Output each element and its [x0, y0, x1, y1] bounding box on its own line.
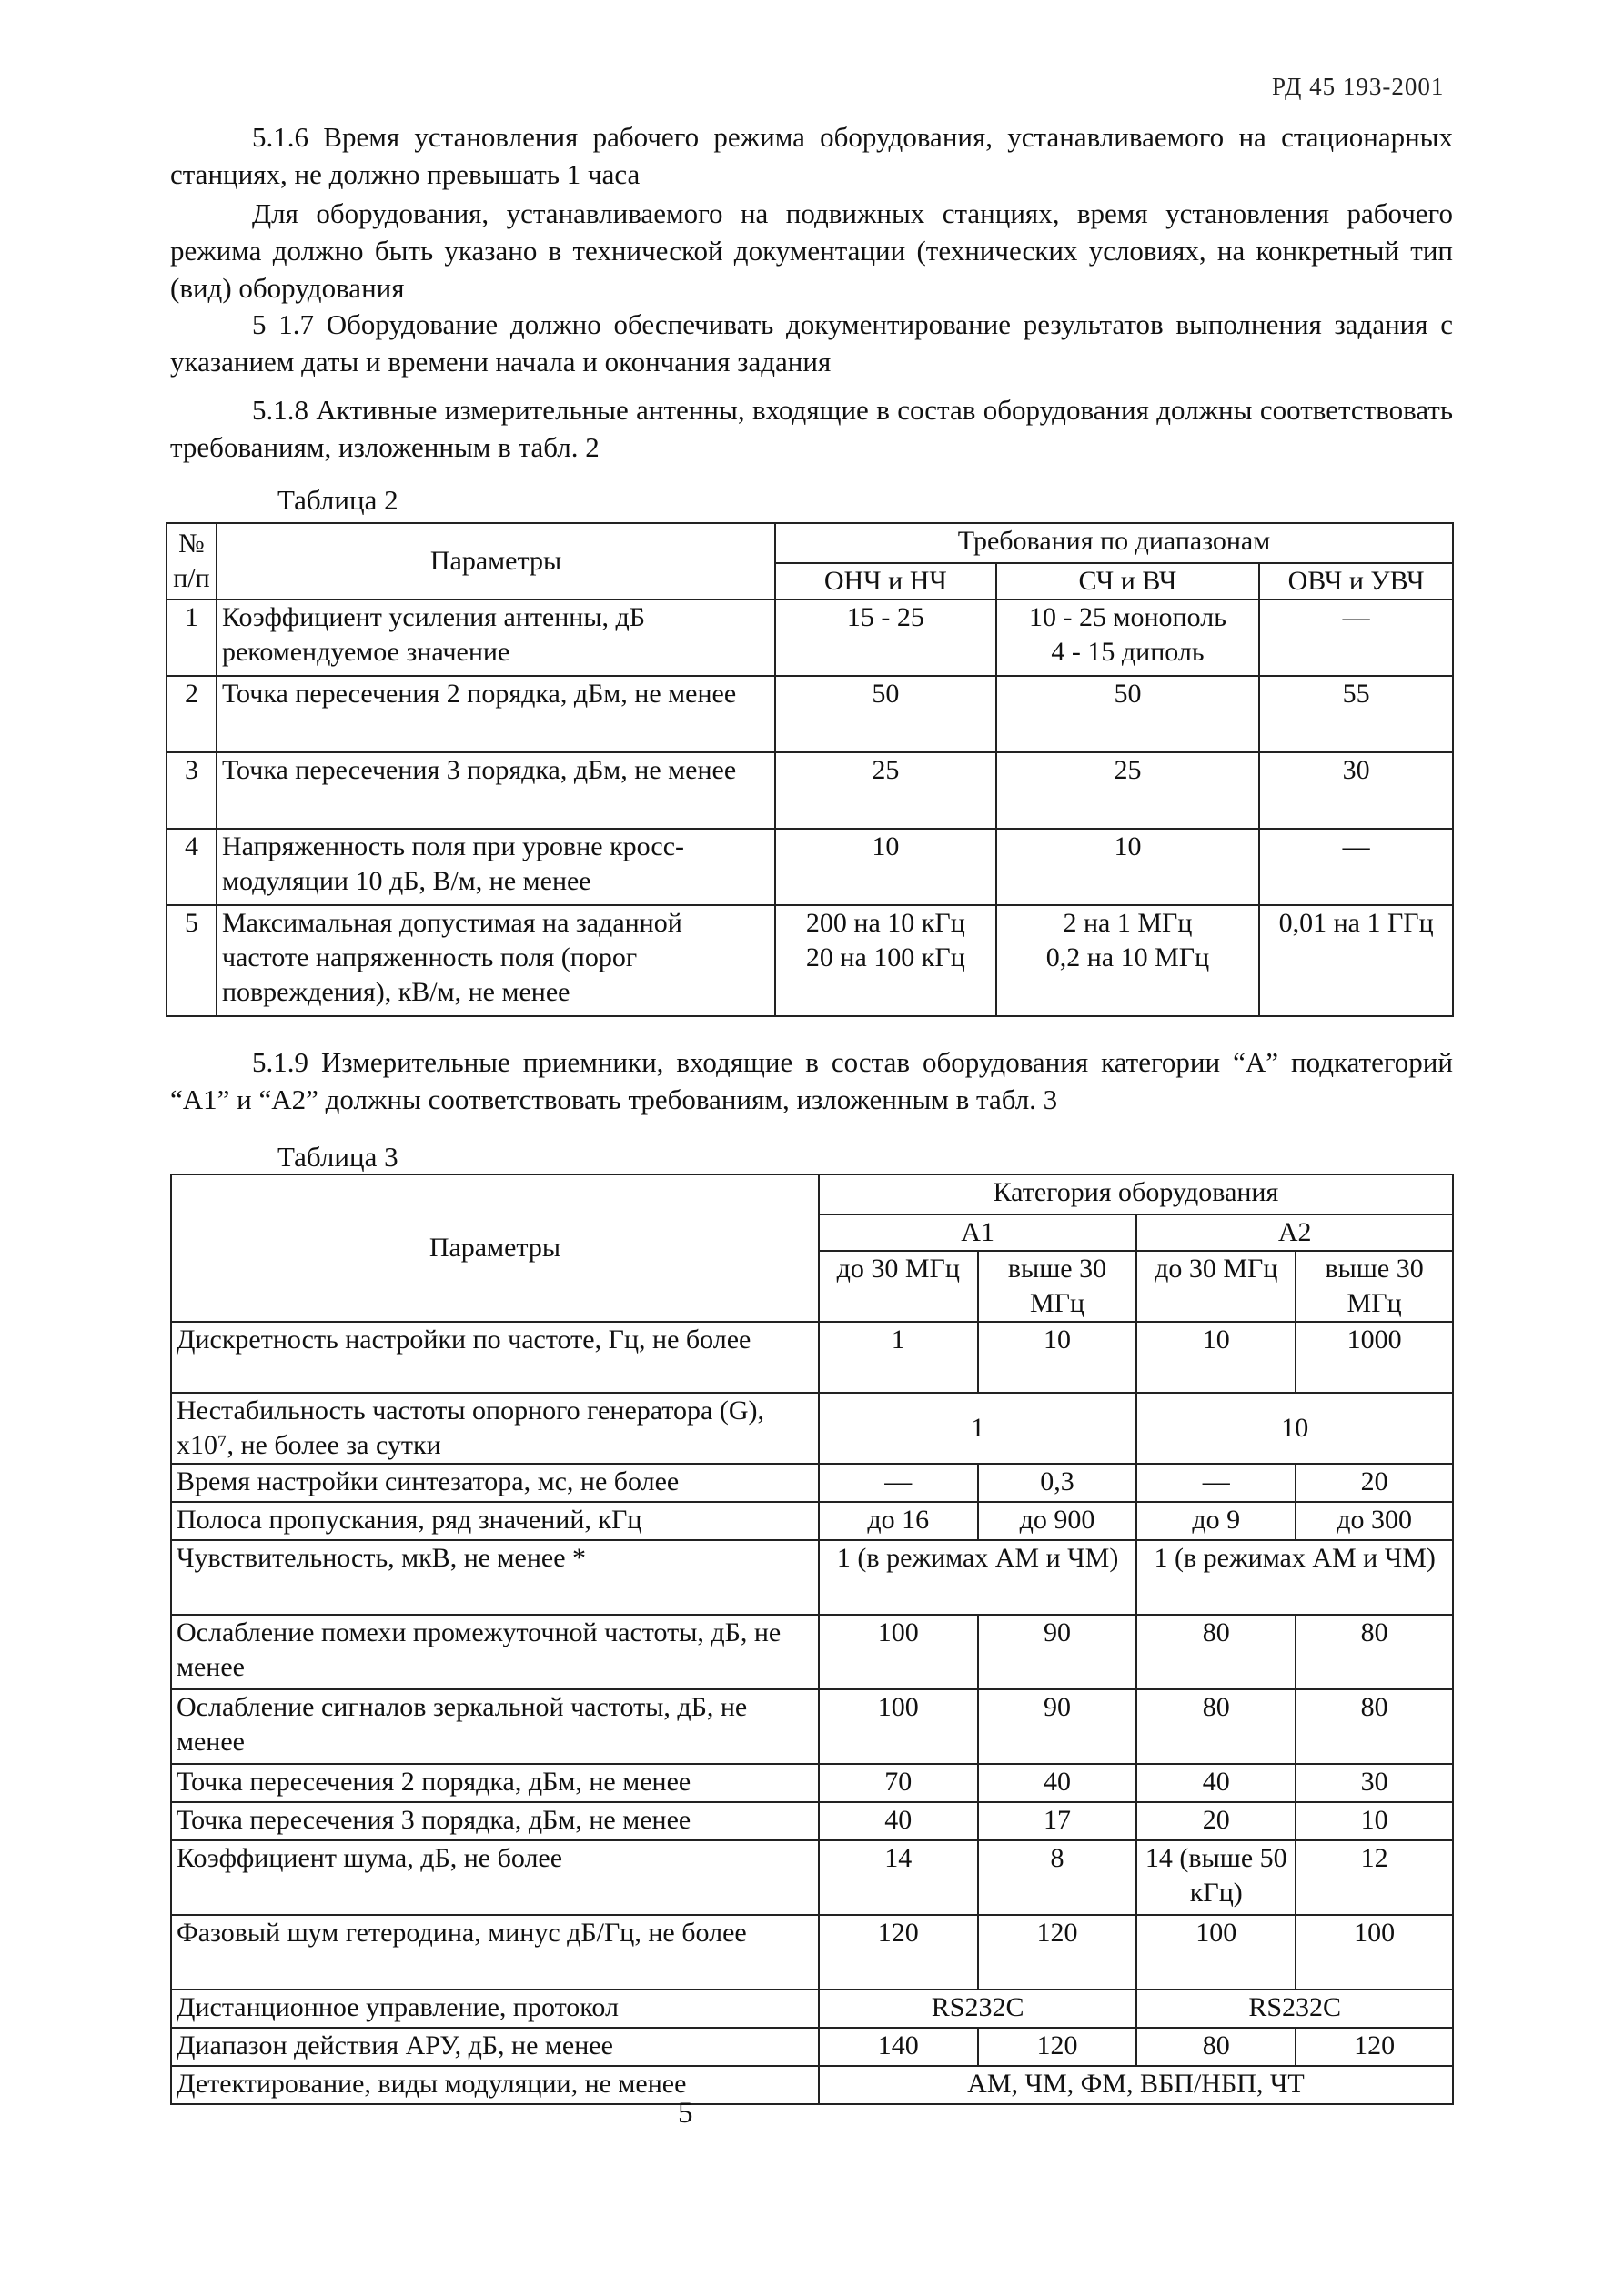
- document-id: РД 45 193-2001: [1272, 73, 1445, 100]
- t3-cell-value: 100: [1136, 1915, 1296, 1990]
- t3-cell-value: 12: [1296, 1840, 1453, 1915]
- t2-header-col2: СЧ и ВЧ: [996, 563, 1260, 599]
- t3-cell-value: 10: [1136, 1393, 1453, 1464]
- table-row: [171, 1689, 1453, 1764]
- t3-cell-value: RS232C: [819, 1990, 1137, 2028]
- t3-cell-value: 100: [819, 1689, 978, 1764]
- t3-cell-value: 10: [978, 1322, 1137, 1393]
- paragraph-5-1-6: 5.1.6 Время установления рабочего режима оборудования, устанавливаемого на стационарных станциях, не должно превышать 1 часа: [170, 121, 1453, 190]
- table-row: [166, 829, 1453, 905]
- t3-cell-value: до 16: [819, 1502, 978, 1540]
- table-row: [171, 1464, 1453, 1502]
- table-row: [166, 599, 1453, 676]
- t3-cell-param: Точка пересечения 3 порядка, дБм, не менее: [171, 1802, 819, 1840]
- table-row: [171, 1615, 1453, 1689]
- t2-header-col3: ОВЧ и УВЧ: [1259, 563, 1453, 599]
- t3-cell-value: 10: [1136, 1322, 1296, 1393]
- paragraph-5-1-6-mobile: Для оборудования, устанавливаемого на подвижных станциях, время установления рабочего режима должно быть указано в технической документации (технических условиях, на конкретный тип (вид) оборудования: [170, 197, 1453, 304]
- table-row: [171, 1802, 1453, 1840]
- table-row: [171, 2028, 1453, 2066]
- t3-cell-value: до 900: [978, 1502, 1137, 1540]
- t2-cell-value: 50: [775, 676, 996, 752]
- t3-cell-value: АМ, ЧМ, ФМ, ВБП/НБП, ЧТ: [819, 2066, 1453, 2104]
- t2-cell-value: [996, 905, 1260, 1016]
- t2-cell-line: 0,2 на 10 МГц: [1045, 942, 1210, 972]
- t3-cell-value: 120: [978, 2028, 1137, 2066]
- t2-cell-value: 30: [1259, 752, 1453, 829]
- t3-cell-value: 20: [1136, 1802, 1296, 1840]
- table-row: [171, 1990, 1453, 2028]
- t3-cell-value: 10: [1296, 1802, 1453, 1840]
- t3-cell-value: —: [1136, 1464, 1296, 1502]
- t3-header-param: Параметры: [171, 1174, 819, 1322]
- t3-header-a2-below30: до 30 МГц: [1136, 1251, 1296, 1322]
- t2-cell-value: 25: [775, 752, 996, 829]
- t3-cell-param: Дистанционное управление, протокол: [171, 1990, 819, 2028]
- t3-cell-value: 40: [819, 1802, 978, 1840]
- t2-cell-param: Напряженность поля при уровне кросс-модуляции 10 дБ, В/м, не менее: [217, 829, 775, 905]
- t3-cell-param: Фазовый шум гетеродина, минус дБ/Гц, не более: [171, 1915, 819, 1990]
- t2-cell-value: 10: [775, 829, 996, 905]
- t3-cell-param: Нестабильность частоты опорного генератора (G), х10⁷, не более за сутки: [171, 1393, 819, 1464]
- t3-cell-value: 8: [978, 1840, 1137, 1915]
- t2-cell-value: 15 - 25: [775, 599, 996, 676]
- t3-header-group: Категория оборудования: [819, 1174, 1453, 1214]
- t3-cell-value: 20: [1296, 1464, 1453, 1502]
- t3-cell-value: 1: [819, 1322, 978, 1393]
- t3-cell-value: 70: [819, 1764, 978, 1802]
- t2-cell-value: 55: [1259, 676, 1453, 752]
- t3-cell-value: 90: [978, 1615, 1137, 1689]
- t3-cell-value: 100: [819, 1615, 978, 1689]
- t3-cell-value: 0,3: [978, 1464, 1137, 1502]
- t3-cell-value: 120: [819, 1915, 978, 1990]
- t3-cell-value: 14: [819, 1840, 978, 1915]
- t2-header-col1: ОНЧ и НЧ: [775, 563, 996, 599]
- t3-header-a1-above30: выше 30 МГц: [978, 1251, 1137, 1322]
- t3-cell-value: 17: [978, 1802, 1137, 1840]
- t3-cell-param: Ослабление помехи промежуточной частоты, дБ, не менее: [171, 1615, 819, 1689]
- t3-cell-value: 1 (в режимах АМ и ЧМ): [1136, 1540, 1453, 1615]
- t3-cell-value: до 300: [1296, 1502, 1453, 1540]
- t2-cell-value: 25: [996, 752, 1260, 829]
- table-3: [170, 1174, 1454, 2105]
- t3-cell-param: Время настройки синтезатора, мс, не более: [171, 1464, 819, 1502]
- t2-cell-value: [996, 599, 1260, 676]
- t3-cell-value: RS232C: [1136, 1990, 1453, 2028]
- t3-header-a1: А1: [819, 1214, 1137, 1251]
- t2-cell-line: 4 - 15 диполь: [1051, 637, 1205, 667]
- t2-cell-num: 2: [166, 676, 217, 752]
- t2-header-num: № п/п: [166, 523, 217, 599]
- t2-cell-num: 5: [166, 905, 217, 1016]
- t3-header-a2: А2: [1136, 1214, 1453, 1251]
- table2-caption: Таблица 2: [277, 484, 398, 516]
- t3-cell-value: 140: [819, 2028, 978, 2066]
- t3-cell-param: Полоса пропускания, ряд значений, кГц: [171, 1502, 819, 1540]
- table-2: [166, 522, 1454, 1017]
- table3-caption: Таблица 3: [277, 1141, 398, 1173]
- t3-cell-value: 120: [978, 1915, 1137, 1990]
- table-row: [171, 1540, 1453, 1615]
- t3-cell-value: 30: [1296, 1764, 1453, 1802]
- table-row: [171, 1322, 1453, 1393]
- t2-cell-num: 3: [166, 752, 217, 829]
- t3-cell-value: 14 (выше 50 кГц): [1136, 1840, 1296, 1915]
- t3-cell-param: Ослабление сигналов зеркальной частоты, дБ, не менее: [171, 1689, 819, 1764]
- t3-cell-param: Детектирование, виды модуляции, не менее: [171, 2066, 819, 2104]
- table-row: [166, 676, 1453, 752]
- table-row: [171, 1393, 1453, 1464]
- t2-cell-line: 2 на 1 МГц: [1063, 908, 1193, 938]
- t3-cell-value: 80: [1136, 2028, 1296, 2066]
- t2-cell-value: 50: [996, 676, 1260, 752]
- table-row: [171, 1502, 1453, 1540]
- t2-cell-param: Коэффициент усиления антенны, дБ рекомендуемое значение: [217, 599, 775, 676]
- t3-header-a2-above30: выше 30 МГц: [1296, 1251, 1453, 1322]
- t3-cell-param: Точка пересечения 2 порядка, дБм, не менее: [171, 1764, 819, 1802]
- table-row: [166, 752, 1453, 829]
- table-row: [171, 1915, 1453, 1990]
- t3-cell-value: 40: [978, 1764, 1137, 1802]
- t3-cell-param: Коэффициент шума, дБ, не более: [171, 1840, 819, 1915]
- t2-cell-value: 0,01 на 1 ГГц: [1259, 905, 1453, 1016]
- t2-header-param: Параметры: [217, 523, 775, 599]
- t3-cell-value: 120: [1296, 2028, 1453, 2066]
- t3-cell-value: до 9: [1136, 1502, 1296, 1540]
- t3-cell-param: Дискретность настройки по частоте, Гц, не более: [171, 1322, 819, 1393]
- t2-cell-num: 4: [166, 829, 217, 905]
- t2-cell-num: 1: [166, 599, 217, 676]
- t2-cell-param: Точка пересечения 3 порядка, дБм, не менее: [217, 752, 775, 829]
- t3-cell-value: 100: [1296, 1915, 1453, 1990]
- t3-cell-value: 80: [1296, 1689, 1453, 1764]
- t2-cell-value: —: [1259, 599, 1453, 676]
- t3-header-a1-below30: до 30 МГц: [819, 1251, 978, 1322]
- table-row: [171, 1840, 1453, 1915]
- t3-cell-value: 80: [1136, 1615, 1296, 1689]
- paragraph-5-1-7: 5 1.7 Оборудование должно обеспечивать документирование результатов выполнения задания с указанием даты и времени начала и окончания задания: [170, 308, 1453, 378]
- table-row: [171, 1764, 1453, 1802]
- t2-cell-line: 10 - 25 монополь: [1029, 602, 1226, 632]
- t2-cell-param: Максимальная допустимая на заданной частоте напряженность поля (порог повреждения), кВ/м, не менее: [217, 905, 775, 1016]
- t3-cell-value: 80: [1296, 1615, 1453, 1689]
- t3-cell-value: 80: [1136, 1689, 1296, 1764]
- t2-cell-param: Точка пересечения 2 порядка, дБм, не менее: [217, 676, 775, 752]
- t3-cell-param: Чувствительность, мкВ, не менее *: [171, 1540, 819, 1615]
- table-row: [166, 905, 1453, 1016]
- t2-cell-value: [775, 905, 996, 1016]
- t2-cell-line: 200 на 10 кГц: [805, 908, 965, 938]
- paragraph-5-1-9: 5.1.9 Измерительные приемники, входящие в состав оборудования категории “А” подкатегорий “А1” и “А2” должны соответствовать требованиям, изложенным в табл. 3: [170, 1046, 1453, 1115]
- paragraph-5-1-8: 5.1.8 Активные измерительные антенны, входящие в состав оборудования должны соответствовать требованиям, изложенным в табл. 2: [170, 394, 1453, 463]
- t3-cell-value: 1: [819, 1393, 1137, 1464]
- t3-cell-value: 1000: [1296, 1322, 1453, 1393]
- t2-cell-value: 10: [996, 829, 1260, 905]
- t3-cell-value: 40: [1136, 1764, 1296, 1802]
- t2-cell-line: 20 на 100 кГц: [805, 942, 965, 972]
- t3-cell-value: 90: [978, 1689, 1137, 1764]
- t2-cell-value: —: [1259, 829, 1453, 905]
- page-number: 5: [678, 2097, 693, 2130]
- t2-header-group: Требования по диапазонам: [775, 523, 1453, 563]
- table-row: [171, 2066, 1453, 2104]
- t3-cell-param: Диапазон действия АРУ, дБ, не менее: [171, 2028, 819, 2066]
- t3-cell-value: 1 (в режимах АМ и ЧМ): [819, 1540, 1137, 1615]
- t3-cell-value: —: [819, 1464, 978, 1502]
